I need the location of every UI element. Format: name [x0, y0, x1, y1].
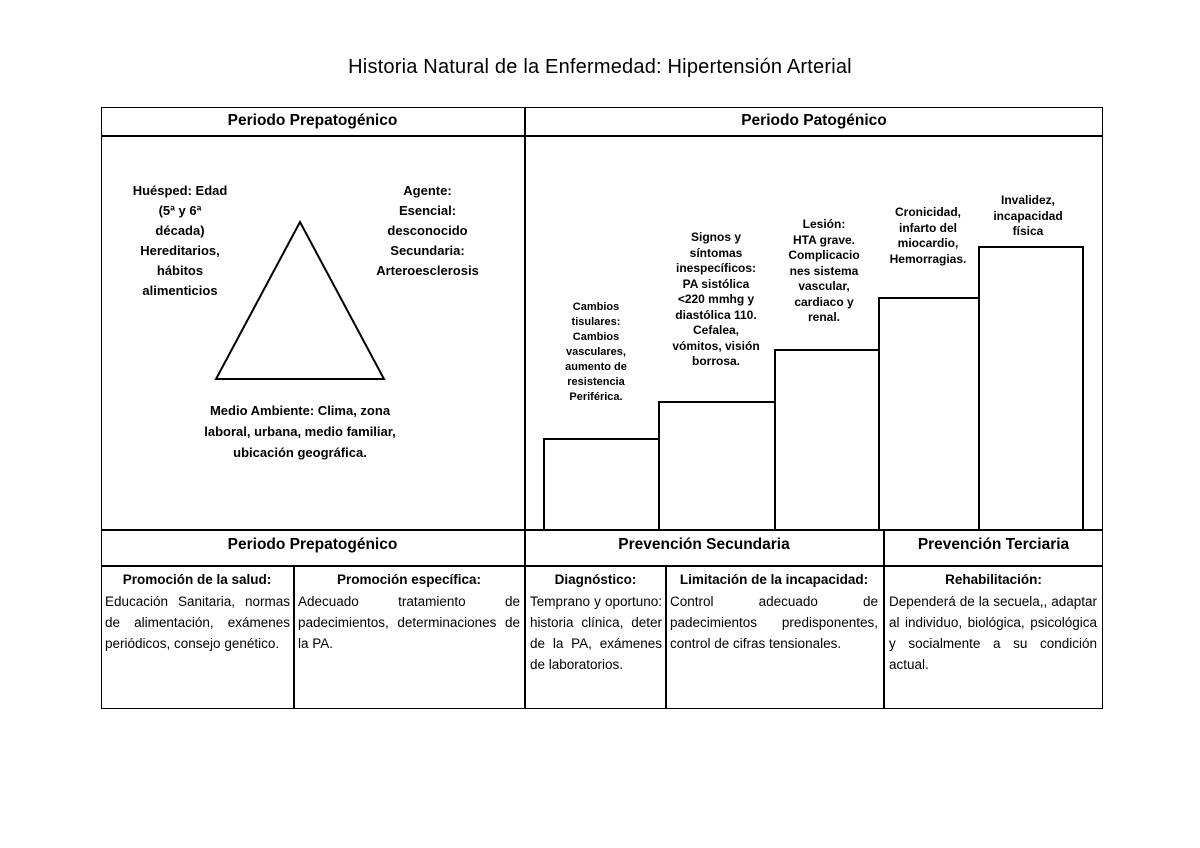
cell-heading-rehabilitation: Rehabilitación:: [945, 572, 1042, 587]
cell-body-specific-promotion: Adecuado tratamiento de padecimientos, determinaciones de la PA.: [298, 594, 520, 651]
tertiary-prevention-header: Prevención Terciaria: [917, 536, 1070, 553]
secondary-prevention-header: Prevención Secundaria: [618, 536, 790, 553]
stage-label-4: Cronicidad, infarto del miocardio, Hemorragias.: [889, 205, 967, 266]
cell-body-health-promotion: Educación Sanitaria, normas de alimentación, exámenes periódicos, consejo genético.: [105, 594, 290, 651]
prepathogenic-header: Periodo Prepatogénico: [227, 112, 398, 129]
cell-body-diagnosis: Temprano y oportuno: historia clínica, deter de la PA, exámenes de laboratorios.: [530, 594, 662, 672]
cell-heading-disability-limitation: Limitación de la incapacidad:: [679, 572, 869, 587]
step-2: [659, 402, 775, 529]
step-5: [979, 247, 1083, 529]
step-1: [544, 439, 659, 529]
stage-label-1: Cambios tisulares: Cambios vasculares, aumento de resistencia Periférica.: [565, 301, 627, 403]
step-4: [879, 298, 979, 529]
pathogenic-header: Periodo Patogénico: [741, 112, 887, 129]
cell-heading-health-promotion: Promoción de la salud:: [122, 572, 272, 587]
stage-label-2: Signos y síntomas inespecíficos: PA sistólica <220 mmhg y diastólica 110. Cefalea, vómitos, visión borrosa.: [672, 230, 760, 368]
cell-body-rehabilitation: Dependerá de la secuela,, adaptar al individuo, biológica, psicológica y socialmente a su condición actual.: [889, 594, 1097, 672]
agent-text: Agente: Esencial: desconocido Secundaria: Arteroesclerosis: [376, 183, 479, 278]
bottom-prepathogenic-header: Periodo Prepatogénico: [227, 536, 398, 553]
step-3: [775, 350, 879, 529]
cell-body-disability-limitation: Control adecuado de padecimientos predisponentes, control de cifras tensionales.: [670, 594, 878, 651]
host-text: Huésped: Edad (5ª y 6ª década) Hereditarios, hábitos alimenticios: [132, 183, 228, 298]
cell-heading-diagnosis: Diagnóstico:: [554, 572, 637, 587]
stage-label-5: Invalidez, incapacidad física: [993, 193, 1063, 238]
environment-text: Medio Ambiente: Clima, zona laboral, urbana, medio familiar, ubicación geográfica.: [204, 403, 396, 460]
cell-heading-specific-promotion: Promoción específica:: [336, 572, 482, 587]
page-title: Historia Natural de la Enfermedad: Hipertensión Arterial: [348, 56, 852, 78]
stage-label-3: Lesión: HTA grave. Complicacio nes sistema vascular, cardiaco y renal.: [788, 217, 860, 324]
